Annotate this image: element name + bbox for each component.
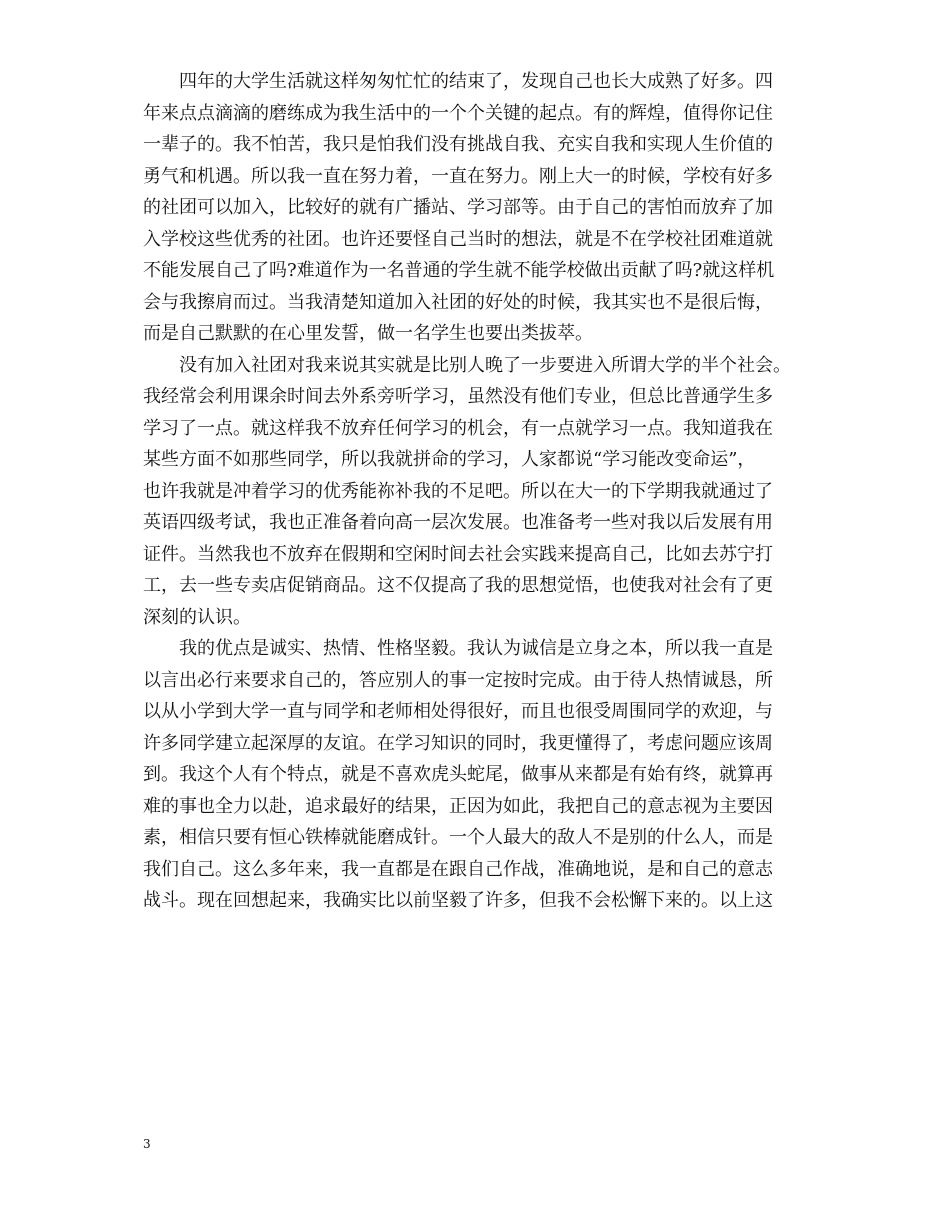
paragraph-1	[143, 66, 823, 350]
text-line: 战斗。现在回想起来，我确实比以前坚毅了许多，但我不会松懈下来的。以上这	[143, 890, 773, 911]
text-line: 一辈子的。我不怕苦，我只是怕我们没有挑战自我、充实自我和实现人生价值的	[143, 134, 773, 155]
text-line: 而是自己默默的在心里发誓，做一名学生也要出类拔萃。	[143, 323, 593, 344]
text-line: 我们自己。这么多年来，我一直都是在跟自己作战，准确地说，是和自己的意志	[143, 858, 773, 880]
page-number: 3	[143, 1137, 151, 1151]
text-line: 我经常会利用课余时间去外系旁听学习，虽然没有他们专业，但总比普通学生多	[143, 386, 773, 407]
text-line: 我的优点是诚实、热情、性格坚毅。我认为诚信是立身之本，所以我一直是	[179, 638, 773, 659]
text-line: 会与我擦肩而过。当我清楚知道加入社团的好处的时候，我其实也不是很后悔，	[143, 291, 773, 313]
text-line: 四年的大学生活就这样匆匆忙忙的结束了，发现自己也长大成熟了好多。四	[179, 71, 773, 92]
text-line: 以从小学到大学一直与同学和老师相处得很好，而且也很受周围同学的欢迎，与	[143, 701, 773, 722]
document-body	[143, 66, 823, 917]
text-line: 不能发展自己了吗?难道作为一名普通的学生就不能学校做出贡献了吗?就这样机	[143, 260, 775, 281]
paragraph-2	[143, 350, 823, 634]
text-line: 以言出必行来要求自己的，答应别人的事一定按时完成。由于待人热情诚恳，所	[143, 669, 773, 691]
text-line: 勇气和机遇。所以我一直在努力着，一直在努力。刚上大一的时候，学校有好多	[143, 165, 773, 187]
text-line: 证件。当然我也不放弃在假期和空闲时间去社会实践来提高自己，比如去苏宁打	[143, 543, 773, 565]
text-line: 难的事也全力以赴，追求最好的结果，正因为如此，我把自己的意志视为主要因	[143, 795, 773, 817]
text-line: 深刻的认识。	[143, 606, 251, 628]
text-line: 也许我就是冲着学习的优秀能祢补我的不足吧。所以在大一的下学期我就通过了	[143, 480, 773, 502]
paragraph-3	[143, 633, 823, 917]
text-line: 英语四级考试，我也正准备着向高一层次发展。也准备考一些对我以后发展有用	[143, 512, 773, 533]
text-line: 素，相信只要有恒心铁棒就能磨成针。一个人最大的敌人不是别的什么人，而是	[143, 827, 773, 848]
text-line: 学习了一点。就这样我不放弃任何学习的机会，有一点就学习一点。我知道我在	[143, 417, 773, 439]
text-line: 工，去一些专卖店促销商品。这不仅提高了我的思想觉悟，也使我对社会有了更	[143, 575, 773, 596]
text-line: 到。我这个人有个特点，就是不喜欢虎头蛇尾，做事从来都是有始有终，就算再	[143, 764, 773, 785]
text-line: 没有加入社团对我来说其实就是比别人晚了一步要进入所谓大学的半个社会。	[179, 354, 791, 376]
text-line: 许多同学建立起深厚的友谊。在学习知识的同时，我更懂得了，考虑问题应该周	[143, 732, 773, 754]
text-line: 入学校这些优秀的社团。也许还要怪自己当时的想法，就是不在学校社团难道就	[143, 228, 773, 250]
text-line: 的社团可以加入，比较好的就有广播站、学习部等。由于自己的害怕而放弃了加	[143, 197, 773, 218]
text-line: 年来点点滴滴的磨练成为我生活中的一个个关键的起点。有的辉煌，值得你记住	[143, 102, 773, 124]
text-line: 某些方面不如那些同学，所以我就拼命的学习，人家都说“学习能改变命运”，	[143, 449, 756, 470]
